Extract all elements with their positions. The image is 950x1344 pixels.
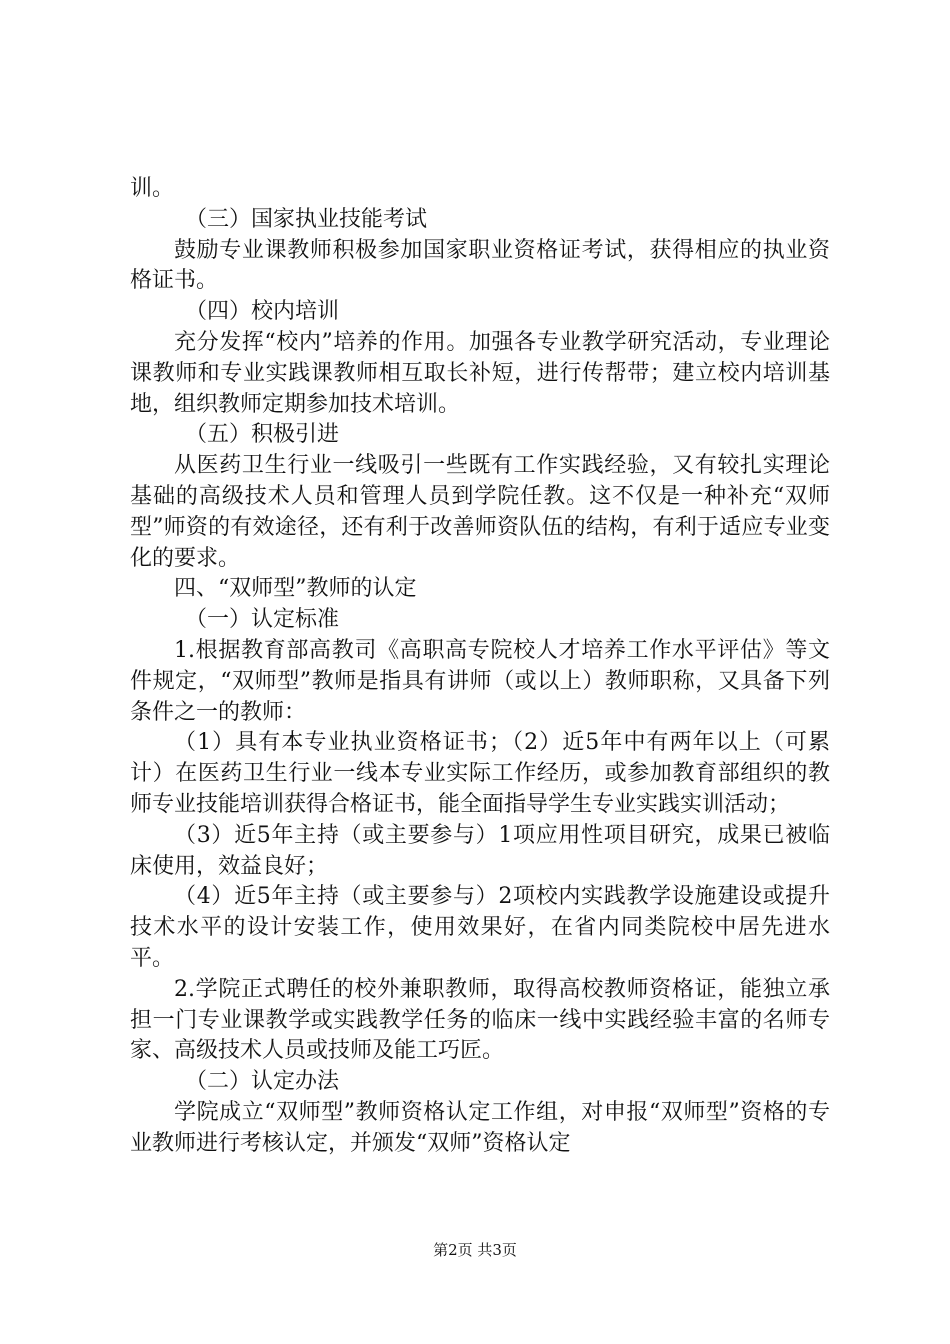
paragraph: 鼓励专业课教师积极参加国家职业资格证考试，获得相应的执业资格证书。 [130,237,830,294]
paragraph: 从医药卫生行业一线吸引一些既有工作实践经验，又有较扎实理论基础的高级技术人员和管理人员到学院任教。这不仅是一种补充“双师型”师资的有效途径，还有利于改善师资队伍的结构，有利于适应专业变化的要求。 [130,453,830,571]
list-item: （1）具有本专业执业资格证书；（2）近5年中有两年以上（可累计）在医药卫生行业一线本专业实际工作经历，或参加教育部组织的教师专业技能培训获得合格证书，能全面指导学生专业实践实训活动； [130,730,830,817]
paragraph: 2.学院正式聘任的校外兼职教师，取得高校教师资格证，能独立承担一门专业课教学或实践教学任务的临床一线中实践经验丰富的名师专家、高级技术人员或技师及能工巧匠。 [130,976,830,1064]
chapter-heading: 四、“双师型”教师的认定 [174,576,417,602]
section-heading: （五）积极引进 [185,422,340,448]
paragraph: 学院成立“双师型”教师资格认定工作组，对申报“双师型”资格的专业教师进行考核认定，并颁发“双师”资格认定 [130,1099,830,1156]
paragraph: 充分发挥“校内”培养的作用。加强各专业教学研究活动，专业理论课教师和专业实践课教师相互取长补短，进行传帮带；建立校内培训基地，组织教师定期参加技术培训。 [130,329,830,417]
paragraph: 训。 [130,176,175,201]
section-heading: （三）国家执业技能考试 [185,206,428,232]
list-item: （3）近5年主持（或主要参与）1项应用性项目研究，成果已被临床使用，效益良好； [130,822,830,879]
paragraph: 1.根据教育部高教司《高职高专院校人才培养工作水平评估》等文件规定，“双师型”教师是指具有讲师（或以上）教师职称，又具备下列条件之一的教师： [130,637,830,725]
list-item: （4）近5年主持（或主要参与）2项校内实践教学设施建设或提升技术水平的设计安装工作，使用效果好，在省内同类院校中居先进水平。 [130,884,830,971]
section-heading: （四）校内培训 [185,299,340,325]
document-body [130,174,830,1160]
section-heading: （二）认定办法 [185,1069,340,1095]
section-heading: （一）认定标准 [185,607,340,633]
page-number-footer: 第2页 共3页 [433,1241,517,1259]
